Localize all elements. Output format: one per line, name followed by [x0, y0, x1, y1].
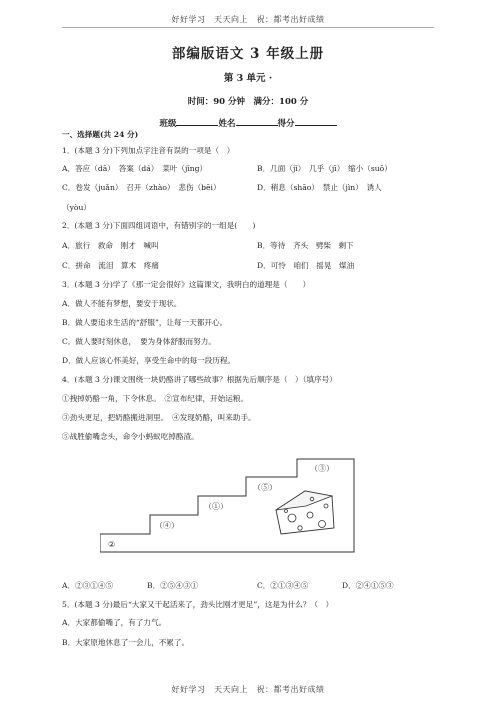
- step-label-4: （⑤）: [253, 483, 277, 492]
- q4-event-line-2: ③劲头更足，把奶酪搬进洞里。 ④发现奶酪，叫来助手。: [62, 413, 256, 422]
- q2-option-d[interactable]: D．可怜 咱们 摇晃 煤油: [257, 261, 355, 270]
- q5-option-a[interactable]: A．大家都偷嘴了，有了力气。: [62, 618, 167, 627]
- cheese-icon: [276, 491, 334, 534]
- score-label: 得分: [277, 119, 295, 129]
- step-label-3: （①）: [204, 502, 228, 511]
- q5-stem: 5．(本题 3 分)最后“大家又干起活来了，劲头比刚才更足”，这是为什么？（ ）: [62, 600, 334, 609]
- q1-option-a[interactable]: A．答应（dā） 答案（dá） 菜叶（jīng）: [62, 164, 208, 173]
- class-blank[interactable]: [176, 117, 218, 126]
- q4-event-line-3: ⑤战胜偷嘴念头，命令小蚂蚁吃掉酪渣。: [62, 432, 199, 441]
- q5-option-b[interactable]: B．大家原地休息了一会儿，不累了。: [62, 638, 190, 647]
- staircase-diagram: [100, 458, 356, 553]
- class-label: 班级: [159, 119, 177, 129]
- time-score-info: 时间：90 分钟 满分：100 分: [187, 97, 309, 107]
- q4-event-line-1: ①拽掉奶酪一角，下令休息。 ②宣布纪律，开始运粮。: [62, 394, 249, 403]
- q4-option-d[interactable]: D．②④①⑤③: [342, 581, 394, 590]
- header-divider: [62, 27, 434, 28]
- page-footer: 好好学习 天天向上 祝：都考出好成绩: [171, 685, 325, 694]
- page-header: 好好学习 天天向上 祝：都考出好成绩: [171, 15, 325, 24]
- q2-stem: 2．(本题 3 分)下面四组词语中，有错别字的一组是( ): [62, 221, 256, 230]
- q3-option-a[interactable]: A．做人不能有梦想，要安于现状。: [62, 299, 182, 308]
- q3-option-d[interactable]: D．做人应该心怀美好，享受生命中的每一段历程。: [62, 356, 236, 365]
- q4-option-c[interactable]: C．②①③④⑤: [257, 581, 309, 590]
- section-title: 一、选择题(共 24 分): [62, 130, 139, 139]
- name-blank[interactable]: [236, 117, 278, 126]
- q1-option-c[interactable]: C．卷发（juǎn） 召开（zhào） 悲伤（bēi）: [62, 183, 221, 192]
- step-label-2: （④）: [155, 521, 179, 530]
- student-info-blanks: [0, 117, 496, 129]
- q2-option-c[interactable]: C．拼命 流泪 算术 疼痛: [62, 261, 159, 270]
- q2-option-b[interactable]: B．等待 齐头 劈柴 剩下: [257, 241, 354, 250]
- q1-option-d[interactable]: D．稍息（shāo） 禁止（jìn） 诱人: [257, 183, 382, 192]
- page-title: 部编版语文 3 年级上册: [171, 46, 325, 62]
- q3-stem: 3．(本题 3 分)学了《那一定会很好》这篇课文，我明白的道理是（ ）: [62, 280, 311, 289]
- q2-option-a[interactable]: A．旅行 救命 刚才 喊叫: [62, 241, 159, 250]
- q1-stem: 1．(本题 3 分)下列加点字注音有误的一项是（ ）: [62, 146, 235, 155]
- q1-option-b[interactable]: B．几面（jǐ） 几乎（jī） 缩小（suō）: [257, 164, 392, 173]
- q4-stem: 4．(本题 3 分)课文围绕一块奶酪讲了哪些故事？根据先后顺序是（ ）（填序号）: [62, 375, 337, 384]
- q4-option-a[interactable]: A．②③①④⑤: [62, 581, 114, 590]
- q1-option-d-cont: （yòu）: [62, 203, 91, 212]
- q3-option-c[interactable]: C．做人要时刻休息， 要为身体舒服而努力。: [62, 337, 216, 346]
- q4-option-b[interactable]: B．②⑤④③①: [147, 581, 199, 590]
- name-label: 姓名: [218, 119, 236, 129]
- unit-label: 第 3 单元 ·: [223, 73, 273, 84]
- step-label-1: ②: [108, 540, 116, 549]
- step-label-top: （③）: [310, 464, 334, 473]
- score-blank[interactable]: [295, 117, 337, 126]
- q3-option-b[interactable]: B．做人要追求生活的“舒服”，让每一天都开心。: [62, 318, 228, 327]
